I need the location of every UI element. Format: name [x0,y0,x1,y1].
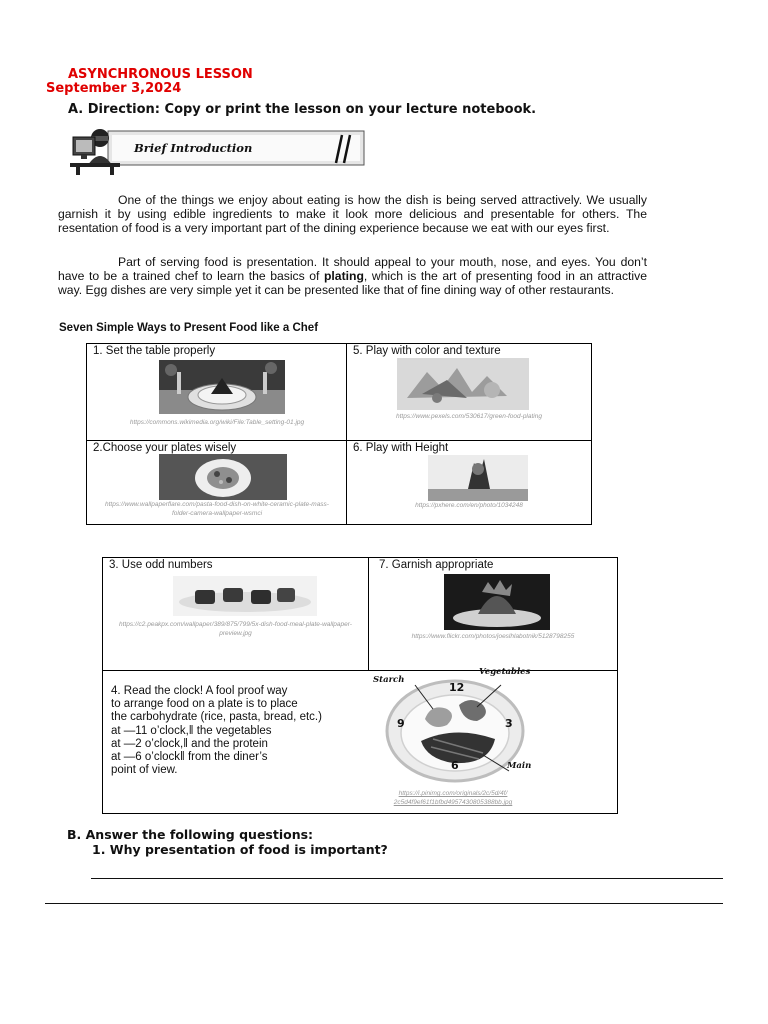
odd-numbers-dish-photo [173,576,317,620]
way-6-cell [347,441,592,525]
answer-line[interactable] [91,878,723,879]
intro-paragraph-2 [58,255,647,297]
way-5-cell [347,344,592,441]
garnished-dish-photo [444,574,550,634]
way-5-source: https://www.pexels.com/530617/green-food-plating [396,413,542,420]
way-6-title: 6. Play with Height [353,442,449,454]
starch-label: Starch [373,675,405,685]
plate-clock-diagram [371,667,539,787]
way-4-line: at —11 o’clock,ǁ the vegetables [111,724,272,737]
way-7-source: https://www.flickr.com/photos/joeslhlabotnik/5128798255 [411,633,575,640]
way-4-line: to arrange food on a plate is to place [111,698,298,711]
way-3-cell [103,558,369,671]
way-7-title: 7. Garnish appropriate [379,559,494,571]
way-4-line: 4. Read the clock! A fool proof way [111,685,288,697]
plating-term: plating [323,269,364,283]
pasta-plate-photo [159,454,287,504]
clock-3-label: 3 [505,717,513,730]
question-1: 1. Why presentation of food is important? [92,842,388,857]
way-4-source-line-1[interactable]: https://i.pinimg.com/originals/2c/5d/4f/ [398,790,508,797]
way-3-title: 3. Use odd numbers [109,559,213,571]
lesson-date: September 3,2024 [46,81,182,96]
brief-introduction-banner [68,125,368,177]
way-3-source: https://c2.peakpx.com/wallpaper/389/875/799/5x-dish-food-meal-plate-wallpaper-preview.jpg [119,621,352,637]
teacher-computer-icon [68,125,128,177]
part-b-title: B. Answer the following questions: [67,827,314,842]
tall-plated-dish-photo [428,455,528,505]
intro-p2-before: Part of serving food is presentation. It should appeal to your mouth, nose, and eyes. You don’t have to be a trained chef to learn the basics of [58,255,647,283]
way-4-line: at —2 o’clock,ǁ and the protein [111,737,268,750]
way-4-line: point of view. [111,764,178,777]
clock-9-label: 9 [397,717,405,730]
main-label: Main [507,761,532,771]
way-2-cell [87,441,347,525]
direction-text: A. Direction: Copy or print the lesson on your lecture notebook. [68,102,537,117]
way-6-source: https://pxhere.com/en/photo/1034248 [415,502,523,509]
way-2-title: 2.Choose your plates wisely [93,442,237,454]
way-4-cell [103,667,618,814]
clock-12-label: 12 [449,681,465,694]
ways-table-1 [86,343,592,525]
way-1-source: https://commons.wikimedia.org/wiki/File:Table_setting-01.jpg [129,419,305,426]
intro-p2-after: , which is the art of presenting food in an attractive way. Egg dishes are very simple yet it can be presented like that of fine dining way of other restaurants. [58,269,648,297]
way-4-source-line-2[interactable]: 2c5d4f9ef61f1bfbd4957430805388bb.jpg [393,799,513,806]
way-1-cell [87,344,347,441]
intro-p1-text: One of the things we enjoy about eating is how the dish is being served attractively. We usually garnish it by using edible ingredients to make it look more delicious and presentable for others. The resentation of food is a very important part of the dining experience because we eat with our eyes first. [58,193,647,235]
lesson-title: ASYNCHRONOUS LESSON [68,67,253,82]
way-4-text [111,685,371,777]
way-4-line: at —6 o’clockǁ from the diner’s [111,751,268,764]
vegetables-label: Vegetables [479,667,531,677]
way-1-title: 1. Set the table properly [93,345,216,357]
table-setting-photo [159,360,285,418]
way-2-source: https://www.wallpaperflare.com/pasta-food-dish-on-white-ceramic-plate-mass-folder-camera-wallpaper-wsmci [105,501,329,517]
way-7-cell [369,558,618,671]
clock-6-label: 6 [451,759,459,772]
green-food-plating-photo [397,358,529,414]
ways-table-2 [102,557,618,814]
ways-title: Seven Simple Ways to Present Food like a Chef [59,322,319,334]
way-4-source[interactable] [363,789,543,807]
way-4-line: the carbohydrate (rice, pasta, bread, etc.) [111,711,322,724]
way-5-title: 5. Play with color and texture [353,345,501,357]
answer-line-2[interactable] [45,903,723,904]
intro-paragraph-1 [58,193,647,235]
banner-label: Brief Introduction [134,141,253,155]
